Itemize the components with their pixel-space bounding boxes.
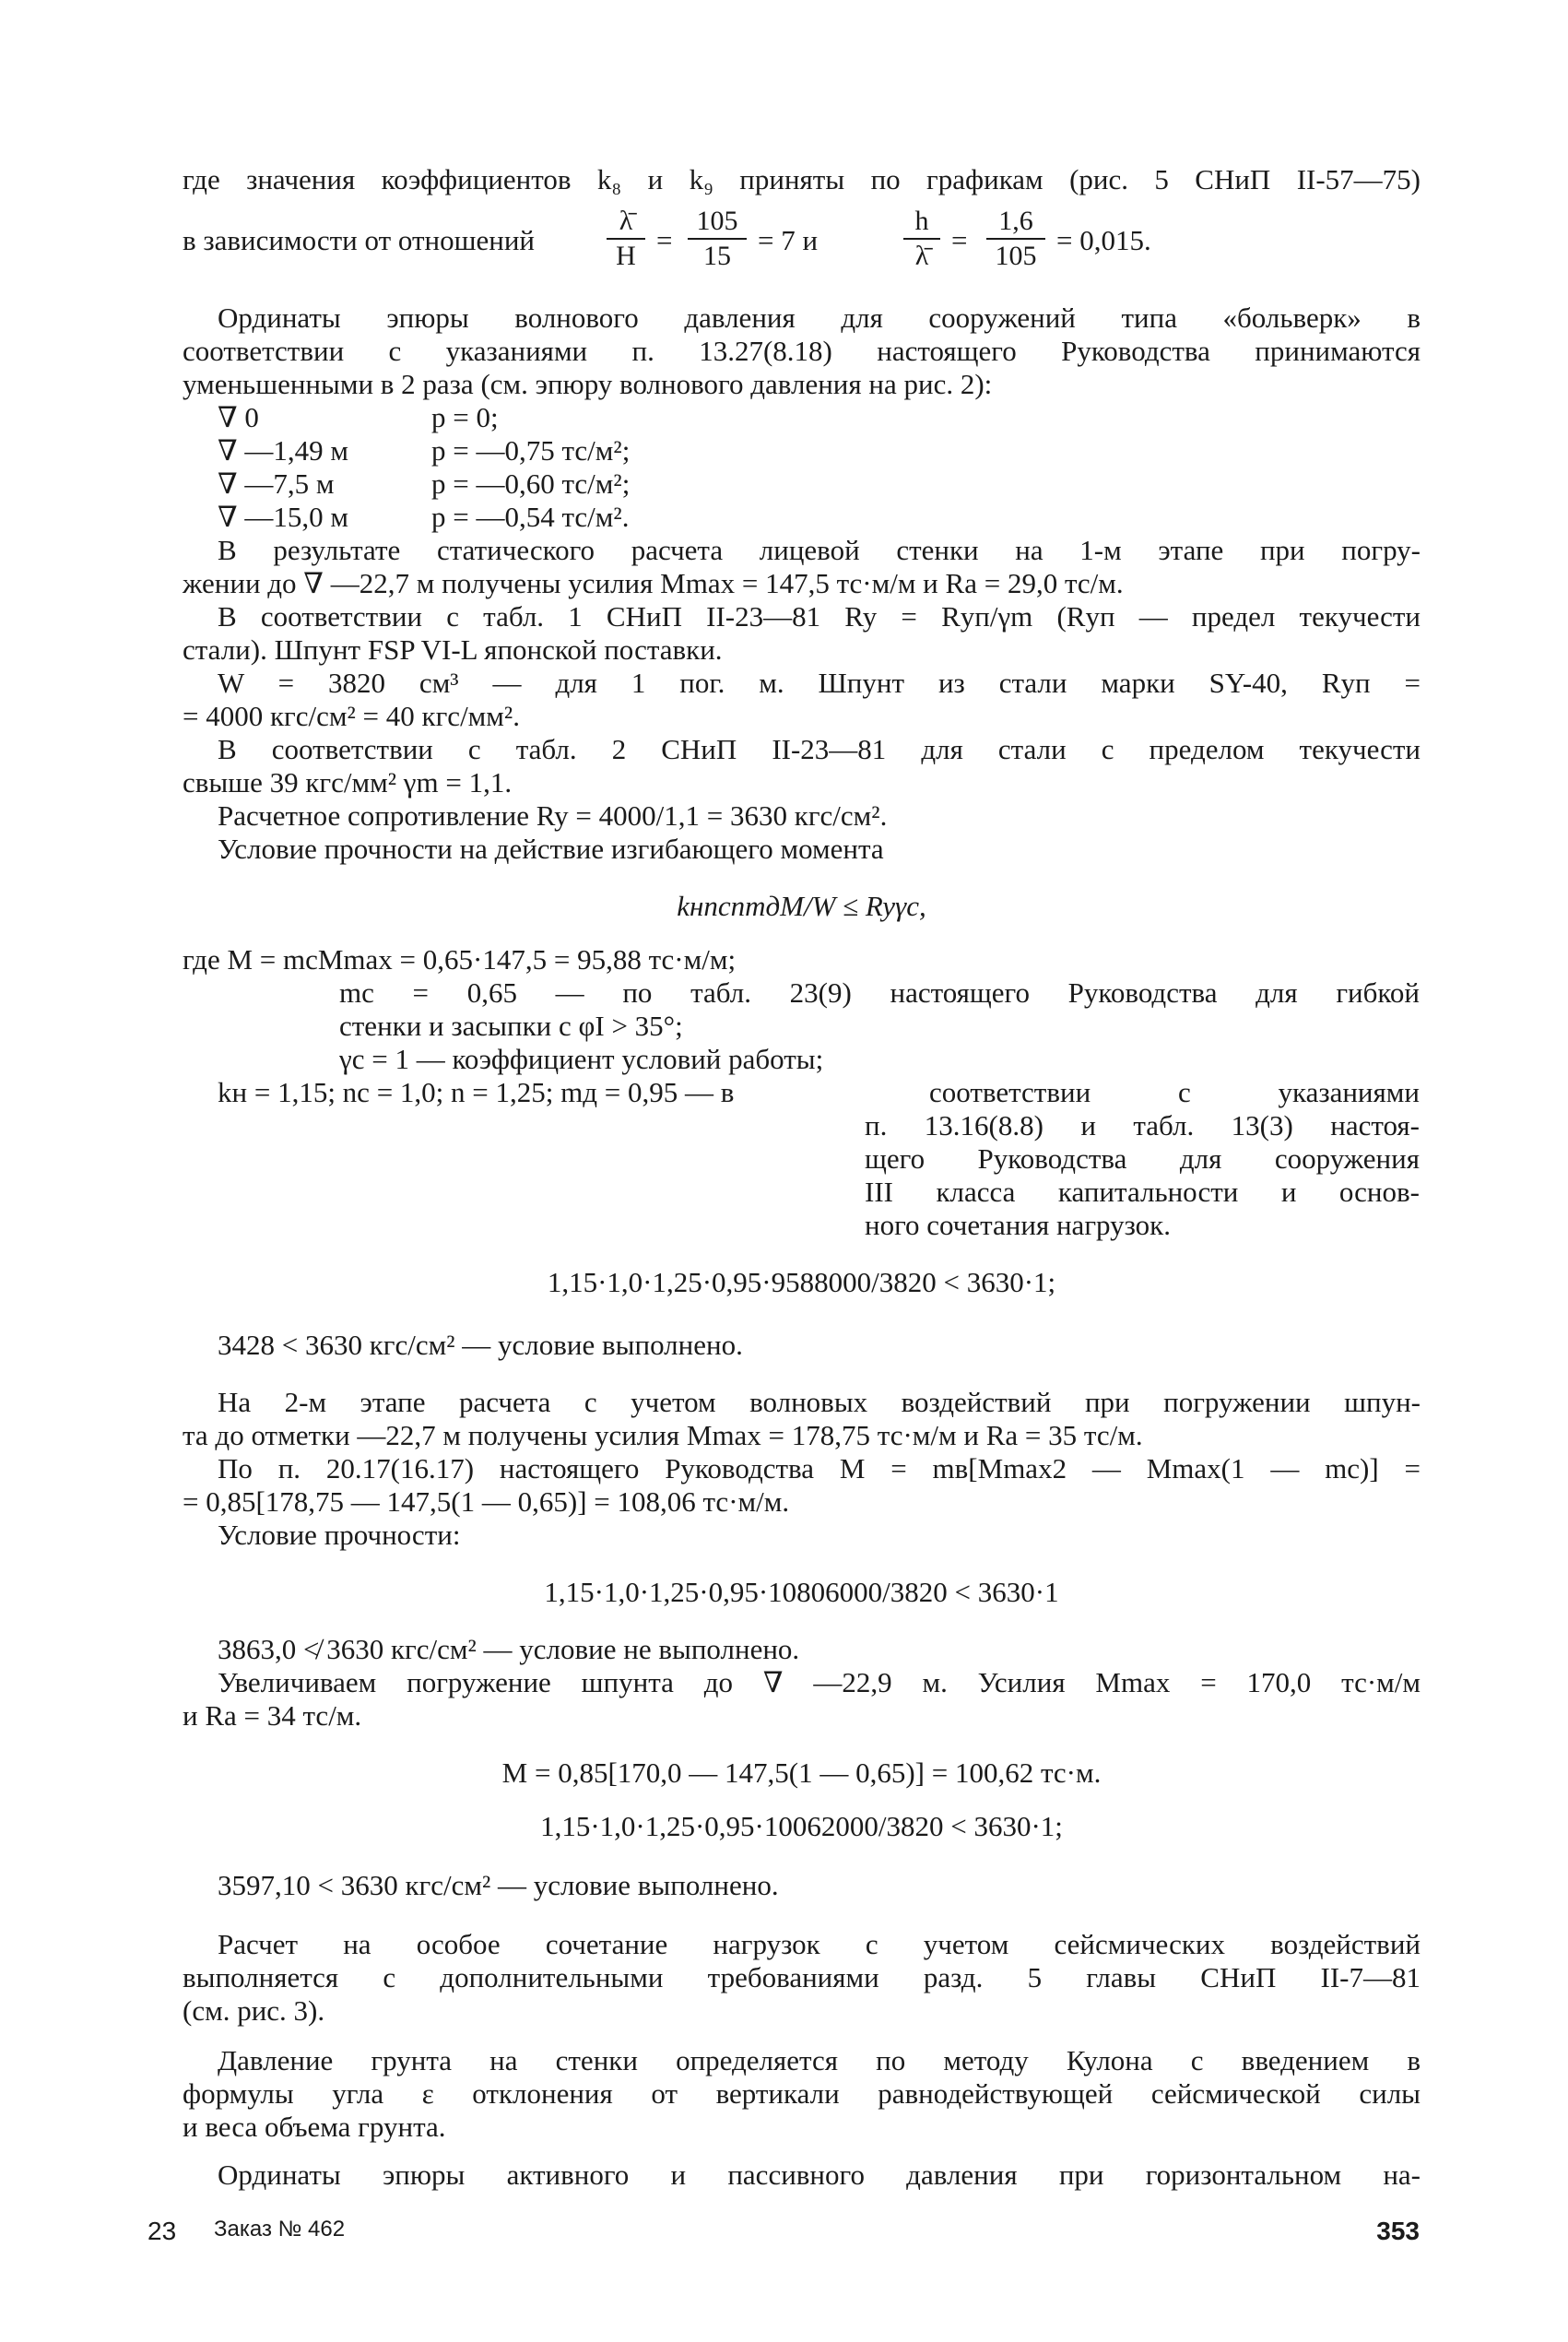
- text-line: = 0,85[178,75 — 147,5(1 — 0,65)] = 108,06 тс·м/м.: [183, 1485, 790, 1518]
- text-line: В результате статического расчета лицевой стенки на 1-м этапе при погру-: [218, 534, 1421, 566]
- text-line: = 4000 кгс/см² = 40 кгс/мм².: [183, 700, 520, 732]
- fraction: [986, 205, 1045, 273]
- text-line: выполняется с дополнительными требованиями разд. 5 главы СНиП II-7—81: [183, 1961, 1421, 1993]
- fraction-denominator: H: [616, 241, 636, 271]
- level-label: ∇ —1,49 м: [218, 434, 349, 467]
- text-run: = 0,015.: [1056, 224, 1151, 256]
- text-line: Расчет на особое сочетание нагрузок с учетом сейсмических воздействий: [218, 1928, 1421, 1960]
- text-line: Ординаты эпюры активного и пассивного давления при горизонтальном на-: [218, 2159, 1421, 2191]
- text-line: та до отметки —22,7 м получены усилия Mmax = 178,75 тс·м/м и Ra = 35 тс/м.: [183, 1419, 1143, 1451]
- level-value: p = —0,75 тс/м²;: [431, 434, 631, 467]
- text-line: щего Руководства для сооружения: [865, 1142, 1420, 1175]
- text-line: Условие прочности:: [218, 1519, 461, 1551]
- text-line: ного сочетания нагрузок.: [865, 1209, 1171, 1241]
- formula: 1,15·1,0·1,25·0,95·10806000/3820 < 3630·1: [544, 1576, 1059, 1608]
- text-line: W = 3820 см³ — для 1 пог. м. Шпунт из стали марки SY-40, Rуп =: [218, 667, 1421, 699]
- page-number: 353: [1376, 2217, 1420, 2245]
- text-line: в зависимости от отношений: [183, 224, 536, 256]
- text-line: и Ra = 34 тс/м.: [183, 1699, 362, 1732]
- level-value: p = 0;: [431, 401, 499, 433]
- text-line: На 2-м этапе расчета с учетом волновых воздействий при погружении шпун-: [218, 1386, 1421, 1418]
- text-line: Расчетное сопротивление Ry = 4000/1,1 = 3630 кгс/см².: [218, 799, 888, 832]
- text-line: 3597,10 < 3630 кгс/см² — условие выполнено.: [218, 1869, 779, 1901]
- text-line: стенки и засыпки с φI > 35°;: [339, 1010, 683, 1042]
- fraction-denominator: λ̄: [914, 241, 929, 271]
- text-line: mc = 0,65 — по табл. 23(9) настоящего Руководства для гибкой: [339, 976, 1420, 1009]
- text-line: стали). Шпунт FSP VI-L японской поставки.: [183, 633, 723, 666]
- fraction-numerator: 105: [688, 205, 747, 240]
- text-line: В соответствии с табл. 2 СНиП II-23—81 для стали с пределом текучести: [218, 733, 1421, 765]
- footer-order: Заказ № 462: [214, 2217, 346, 2241]
- fraction-numerator: h: [903, 205, 940, 240]
- text-line: Условие прочности на действие изгибающего момента: [218, 833, 884, 865]
- level-label: ∇ 0: [218, 401, 259, 433]
- level-label: ∇ —7,5 м: [218, 467, 335, 500]
- text-line: γc = 1 — коэффициент условий работы;: [339, 1043, 824, 1075]
- fraction-denominator: 105: [995, 241, 1037, 271]
- text-line: По п. 20.17(16.17) настоящего Руководства M = mв[Mmax2 — Mmax(1 — mc)] =: [218, 1452, 1421, 1484]
- fraction: [903, 205, 940, 273]
- text-run: = 7 и: [758, 224, 819, 256]
- formula: 1,15·1,0·1,25·0,95·9588000/3820 < 3630·1;: [547, 1266, 1056, 1298]
- text-line: жении до ∇ —22,7 м получены усилия Mmax = 147,5 тс·м/м и Ra = 29,0 тс/м.: [183, 567, 1124, 599]
- text-line: свыше 39 кгс/мм² γm = 1,1.: [183, 766, 513, 798]
- text-line: 3863,0 ≮ 3630 кгс/см² — условие не выполнено.: [218, 1633, 800, 1665]
- footer-sheet-number: 23: [147, 2217, 177, 2245]
- text-line: (см. рис. 3).: [183, 1994, 325, 2027]
- text-line: формулы угла ε отклонения от вертикали равнодействующей сейсмической силы: [183, 2077, 1421, 2110]
- text-line: уменьшенными в 2 раза (см. эпюру волнового давления на рис. 2):: [183, 368, 993, 400]
- level-value: p = —0,60 тс/м²;: [431, 467, 631, 500]
- equals-sign: =: [656, 224, 673, 256]
- fraction: [607, 205, 645, 273]
- fraction-denominator: 15: [703, 241, 731, 271]
- text-line: kн = 1,15; nc = 1,0; n = 1,25; mд = 0,95 — в: [218, 1076, 735, 1108]
- text-line: соответствии с указаниями: [929, 1076, 1420, 1108]
- text-line: III класса капитальности и основ-: [865, 1176, 1420, 1208]
- text-line: где значения коэффициентов k₈ и k₉ приняты по графикам (рис. 5 СНиП II-57—75): [183, 163, 1421, 195]
- text-line: Увеличиваем погружение шпунта до ∇ —22,9 м. Усилия Mmax = 170,0 тс·м/м: [218, 1666, 1421, 1698]
- text-line: В соответствии с табл. 1 СНиП II-23—81 Ry = Rуп/γm (Rуп — предел текучести: [218, 600, 1421, 633]
- fraction-numerator: 1,6: [986, 205, 1045, 240]
- level-value: p = —0,54 тс/м².: [431, 501, 630, 533]
- text-line: 3428 < 3630 кгс/см² — условие выполнено.: [218, 1329, 743, 1361]
- formula: M = 0,85[170,0 — 147,5(1 — 0,65)] = 100,62 тс·м.: [501, 1756, 1102, 1789]
- text-line: Давление грунта на стенки определяется по методу Кулона с введением в: [218, 2044, 1421, 2076]
- text-line: п. 13.16(8.8) и табл. 13(3) настоя-: [865, 1109, 1420, 1141]
- fraction-numerator: λ̄: [607, 205, 645, 240]
- text-line: где M = mcMmax = 0,65·147,5 = 95,88 тс·м/м;: [183, 943, 737, 976]
- formula: kнncnmдM/W ≤ Ryγc,: [677, 890, 926, 922]
- text-line: соответствии с указаниями п. 13.27(8.18) настоящего Руководства принимаются: [183, 335, 1421, 367]
- fraction: [688, 205, 747, 273]
- formula: 1,15·1,0·1,25·0,95·10062000/3820 < 3630·1;: [540, 1810, 1063, 1842]
- level-label: ∇ —15,0 м: [218, 501, 349, 533]
- equals-sign: =: [951, 224, 968, 256]
- text-line: и веса объема грунта.: [183, 2111, 446, 2143]
- text-line: Ординаты эпюры волнового давления для сооружений типа «больверк» в: [218, 302, 1421, 334]
